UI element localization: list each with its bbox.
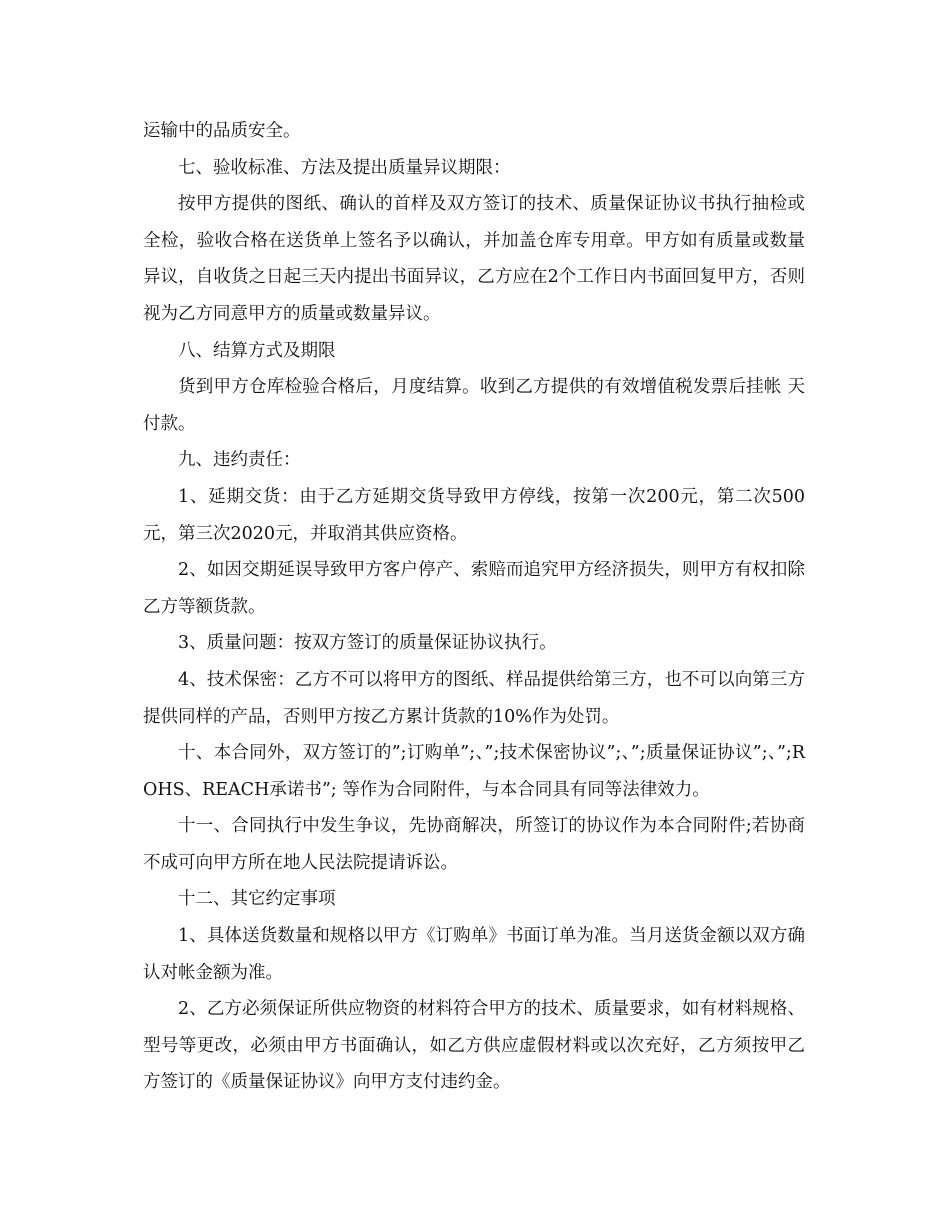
clause-late-delivery: 1、延期交货：由于乙方延期交货导致甲方停线，按第一次200元，第二次500元，第三次2020元，并取消其供应资格。 bbox=[143, 486, 805, 544]
clause-confidentiality: 4、技术保密：乙方不可以将甲方的图纸、样品提供给第三方，也不可以向第三方提供同样的产品，否则甲方按乙方累计货款的10%作为处罚。 bbox=[143, 669, 805, 727]
paragraph-settlement: 货到甲方仓库检验合格后，月度结算。收到乙方提供的有效增值税发票后挂帐 天付款。 bbox=[143, 377, 805, 434]
clause-material-quality: 2、乙方必须保证所供应物资的材料符合甲方的技术、质量要求，如有材料规格、型号等更改，必须由甲方书面确认，如乙方供应虚假材料或以次充好，乙方须按甲乙方签订的《质量保证协议》向甲方支付违约金。 bbox=[143, 999, 805, 1093]
section-heading-liability: 九、违约责任： bbox=[178, 450, 301, 471]
section-heading-acceptance: 七、验收标准、方法及提出质量异议期限： bbox=[178, 157, 511, 178]
paragraph-acceptance: 按甲方提供的图纸、确认的首样及双方签订的技术、质量保证协议书执行抽检或全检，验收合格在送货单上签名予以确认，并加盖仓库专用章。甲方如有质量或数量异议，自收货之日起三天内提出书面异议，乙方应在2个工作日内书面回复甲方，否则视为乙方同意甲方的质量或数量异议。 bbox=[143, 194, 805, 324]
section-disputes: 十一、合同执行中发生争议，先协商解决，所签订的协议作为本合同附件;若协商不成可向甲方所在地人民法院提请诉讼。 bbox=[143, 816, 805, 873]
section-attachments: 十、本合同外，双方签订的”;订购单”;、”;技术保密协议”;、”;质量保证协议”;、”;ROHS、REACH承诺书”; 等作为合同附件，与本合同具有同等法律效力。 bbox=[143, 743, 805, 800]
section-heading-settlement: 八、结算方式及期限 bbox=[178, 340, 336, 361]
clause-delivery-quantity: 1、具体送货数量和规格以甲方《订购单》书面订单为准。当月送货金额以双方确认对帐金额为准。 bbox=[143, 926, 805, 983]
paragraph-continuation: 运输中的品质安全。 bbox=[143, 121, 301, 141]
document-body bbox=[143, 113, 805, 1101]
clause-quality: 3、质量问题：按双方签订的质量保证协议执行。 bbox=[178, 633, 557, 654]
section-heading-other: 十二、其它约定事项 bbox=[178, 889, 336, 910]
clause-delay-loss: 2、如因交期延误导致甲方客户停产、索赔而追究甲方经济损失，则甲方有权扣除乙方等额货款。 bbox=[143, 560, 805, 617]
